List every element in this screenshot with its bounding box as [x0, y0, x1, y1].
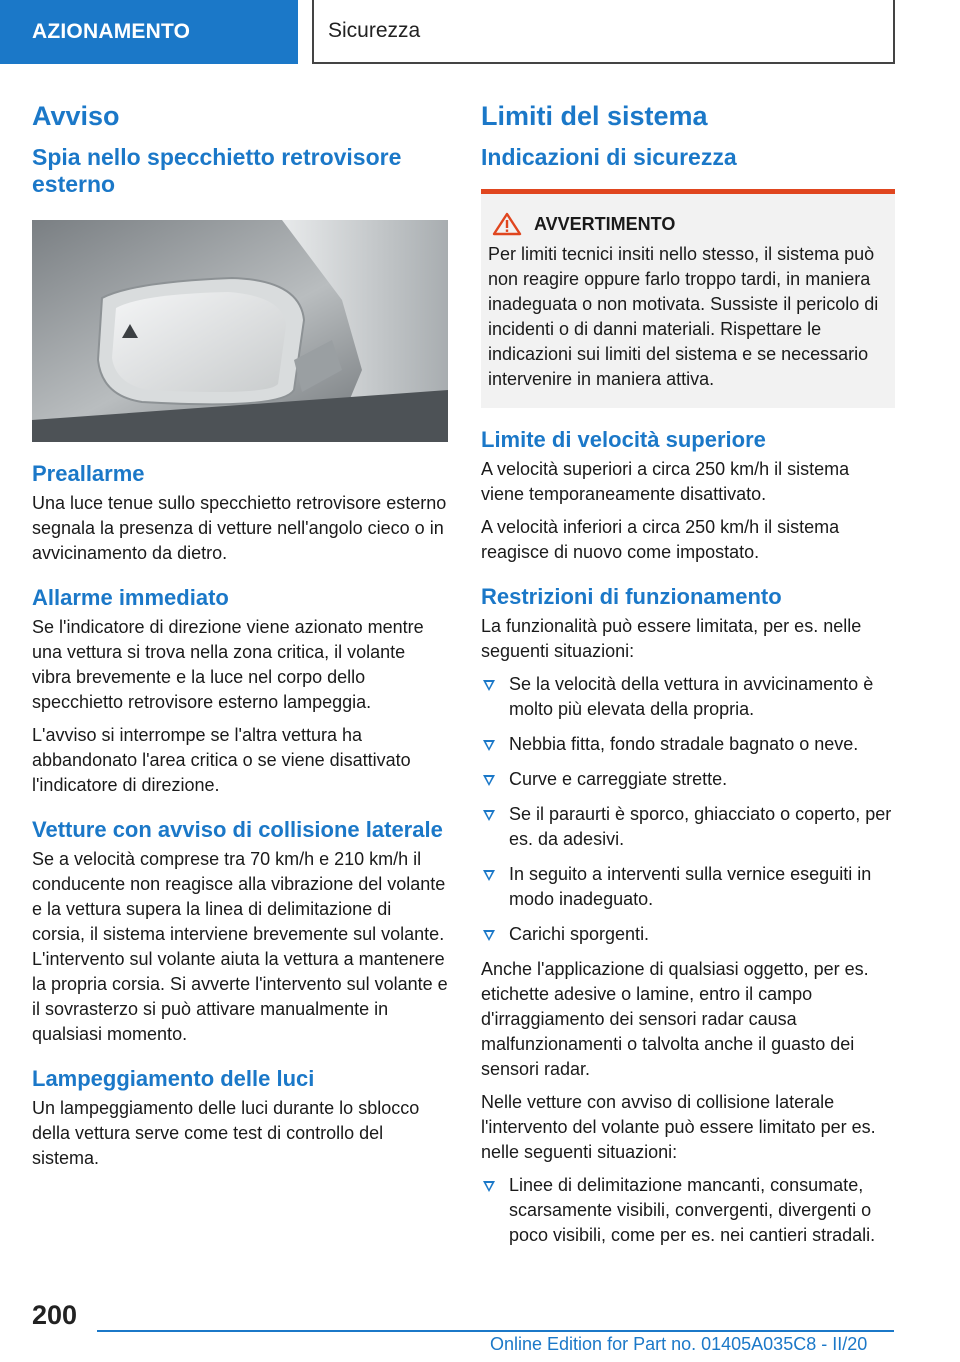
right-subtitle: Indicazioni di sicurezza: [481, 144, 737, 170]
bullet-triangle-icon: [483, 680, 495, 691]
warning-label: AVVERTIMENTO: [534, 213, 676, 234]
list-item: Nebbia fitta, fondo stradale bagnato o neve.: [481, 732, 895, 757]
paragraph: L'avviso si interrompe se l'altra vettura ha abbandonato l'area critica o se viene disattivato l'indicatore di direzione.: [32, 725, 411, 795]
left-column: [32, 92, 448, 1179]
warning-text: Per limiti tecnici insiti nello stesso, il sistema può non reagire oppure farlo troppo tardi, in maniera inadeguata o non motivata. Sussiste il pericolo di incidenti o di danni materiali. Rispettare le indicazioni sui limiti del sistema e se necessario intervenire in maniera attiva.: [488, 244, 879, 389]
chapter-tab: AZIONAMENTO: [0, 0, 298, 64]
right-column: [481, 92, 895, 1258]
list-item: Se il paraurti è sporco, ghiacciato o coperto, per es. da adesivi.: [481, 802, 895, 852]
list-item: Linee di delimitazione mancanti, consumate, scarsamente visibili, convergenti, divergenti o poco visibili, come per es. nei cantieri stradali.: [481, 1173, 895, 1248]
warning-header: [492, 212, 887, 236]
heading-allarme-immediato: Allarme immediato: [32, 585, 229, 610]
paragraph: Anche l'applicazione di qualsiasi oggetto, per es. etichette adesive o lamine, entro il campo d'irraggiamento dei sensori radar causa malfunzionamenti o talvolta anche il guasto dei sensori radar.: [481, 959, 869, 1079]
right-title: Limiti del sistema: [481, 101, 708, 131]
list-item: Curve e carreggiate strette.: [481, 767, 895, 792]
paragraph: La funzionalità può essere limitata, per es. nelle seguenti situazioni:: [481, 616, 862, 661]
edition-text: Online Edition for Part no. 01405A035C8 - II/20: [490, 1334, 868, 1354]
list-item: Carichi sporgenti.: [481, 922, 895, 947]
footer-divider: [97, 1330, 894, 1332]
bullet-triangle-icon: [483, 810, 495, 821]
bullet-triangle-icon: [483, 930, 495, 941]
heading-preallarme: Preallarme: [32, 461, 145, 486]
heading-limite-velocita: Limite di velocità superiore: [481, 427, 766, 452]
restrictions-list: [481, 672, 895, 947]
paragraph: Se a velocità comprese tra 70 km/h e 210 km/h il conducente non reagisce alla vibrazione del volante e la vettura supera la linea di delimitazione di corsia, il sistema interviene brevemente sul volante. L'intervento sul volante aiuta la vettura a mantenere la propria corsia. Si avverte l'intervento sul volante e il sovrasterzo si può attivare manualmente in qualsiasi momento.: [32, 849, 448, 1044]
paragraph: Nelle vetture con avviso di collisione laterale l'intervento del volante può essere limitato per es. nelle seguenti situazioni:: [481, 1092, 876, 1162]
paragraph: A velocità superiori a circa 250 km/h il sistema viene temporaneamente disattivato.: [481, 459, 850, 504]
bullet-triangle-icon: [483, 1181, 495, 1192]
list-item: In seguito a interventi sulla vernice eseguiti in modo inadeguato.: [481, 862, 895, 912]
mirror-illustration: [32, 220, 448, 442]
page-number: 200: [32, 1300, 78, 1330]
paragraph: Una luce tenue sullo specchietto retrovisore esterno segnala la presenza di vetture nell'angolo cieco o in avvicinamento da dietro.: [32, 493, 447, 563]
heading-collisione-laterale: Vetture con avviso di collisione laterale: [32, 817, 443, 842]
warning-box: [481, 189, 895, 408]
intervention-list: [481, 1173, 895, 1248]
bullet-triangle-icon: [483, 740, 495, 751]
heading-restrizioni: Restrizioni di funzionamento: [481, 584, 782, 609]
heading-lampeggiamento: Lampeggiamento delle luci: [32, 1066, 315, 1091]
list-item: Se la velocità della vettura in avvicinamento è molto più elevata della propria.: [481, 672, 895, 722]
paragraph: Un lampeggiamento delle luci durante lo sblocco della vettura serve come test di controllo del sistema.: [32, 1098, 420, 1168]
left-title: Avviso: [32, 101, 120, 131]
section-title: Sicurezza: [312, 0, 895, 64]
left-subtitle: Spia nello specchietto retrovisore esterno: [32, 144, 402, 197]
paragraph: A velocità inferiori a circa 250 km/h il sistema reagisce di nuovo come impostato.: [481, 517, 840, 562]
paragraph: Se l'indicatore di direzione viene azionato mentre una vettura si trova nella zona critica, il volante vibra brevemente e la luce nel corpo dello specchietto retrovisore esterno lampeggia.: [32, 617, 424, 712]
bullet-triangle-icon: [483, 870, 495, 881]
bullet-triangle-icon: [483, 775, 495, 786]
warning-triangle-icon: [492, 212, 522, 236]
